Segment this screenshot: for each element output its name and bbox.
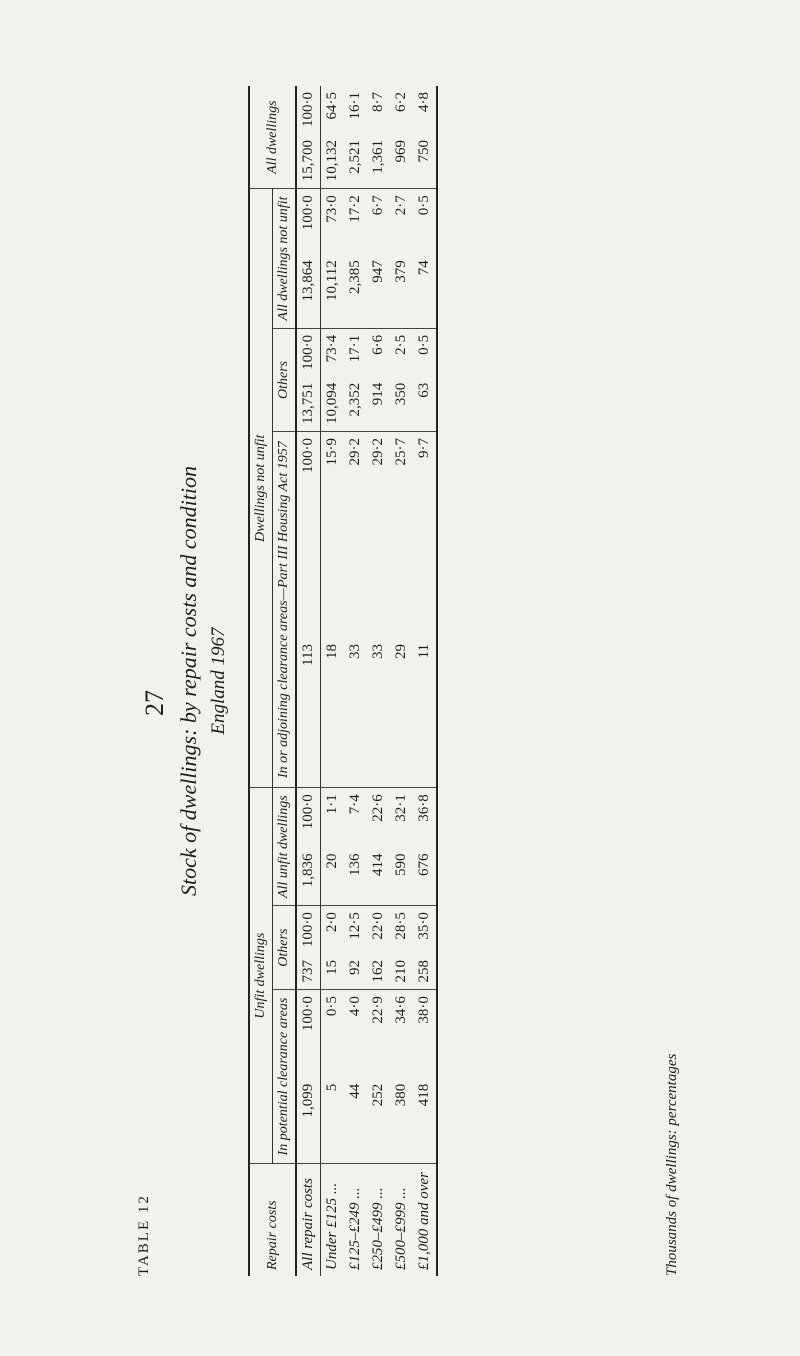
row-label: £500–£999 ... [393, 1187, 410, 1270]
cell: 162 [367, 954, 390, 990]
cell: 252 [367, 1078, 390, 1164]
col-header-unfit-all: All unfit dwellings [273, 788, 297, 906]
cell: 32·1 [393, 794, 410, 822]
cell: 1,361 [367, 134, 390, 189]
cell: 750 [413, 134, 437, 189]
cell: 676 [413, 847, 437, 905]
cell: 12·5 [347, 912, 364, 940]
table-subtitle: England 1967 [208, 627, 229, 735]
col-header-nu-others: Others [273, 328, 297, 431]
cell: 100·0 [296, 788, 321, 848]
cell: 35·0 [413, 906, 437, 954]
cell: 10,094 [321, 377, 345, 432]
cell: 28·5 [393, 912, 410, 940]
cell: 4·0 [347, 996, 364, 1017]
row-label: £250–£499 ... [370, 1187, 387, 1270]
col-header-all: All dwellings [250, 86, 296, 189]
cell: 15·9 [321, 431, 345, 638]
cell: 33 [367, 638, 390, 788]
cell: 947 [367, 254, 390, 328]
cell: 92 [344, 954, 367, 990]
cell: 29 [390, 638, 413, 788]
cell: 914 [367, 377, 390, 432]
cell: 11 [413, 638, 437, 788]
cell: 9·7 [413, 431, 437, 638]
cell: 74 [413, 254, 437, 328]
cell: 13,864 [296, 254, 321, 328]
cell: 2·7 [393, 195, 410, 216]
col-header-unfit-pca: In potential clearance areas [273, 990, 297, 1164]
cell: 17·2 [347, 195, 364, 223]
cell: 6·2 [393, 92, 410, 112]
col-header-unfit-others: Others [273, 906, 297, 990]
cell: 44 [344, 1078, 367, 1164]
cell: 1·1 [321, 788, 345, 848]
cell: 36·8 [413, 788, 437, 848]
cell: 2,385 [344, 254, 367, 328]
cell: 7·4 [347, 794, 364, 815]
group-header-not-unfit: Dwellings not unfit [250, 189, 273, 788]
cell: 969 [390, 134, 413, 189]
col-header-nu-all: All dwellings not unfit [273, 189, 297, 329]
cell: 379 [390, 254, 413, 328]
table-row [344, 86, 367, 1276]
cell: 737 [296, 954, 321, 990]
cell: 33 [344, 638, 367, 788]
cell: 1,836 [296, 847, 321, 905]
cell: 5 [321, 1078, 345, 1164]
cell: 350 [390, 377, 413, 432]
table-footnote: Thousands of dwellings: percentages [664, 1053, 680, 1276]
cell: 2,352 [344, 377, 367, 432]
cell: 590 [390, 847, 413, 905]
cell: 100·0 [296, 328, 321, 376]
cell: 113 [296, 638, 321, 788]
cell: 136 [344, 847, 367, 905]
cell: 6·7 [370, 195, 387, 216]
cell: 2·0 [321, 906, 345, 954]
cell: 29·2 [347, 437, 364, 466]
cell: 16·1 [347, 92, 364, 120]
cell: 22·9 [370, 996, 387, 1024]
cell: 25·7 [393, 437, 410, 466]
cell: 63 [413, 377, 437, 432]
cell: 20 [321, 847, 345, 905]
cell: 258 [413, 954, 437, 990]
row-label: Under £125 ... [321, 1164, 345, 1276]
row-label: £125–£249 ... [347, 1187, 364, 1270]
cell: 100·0 [296, 990, 321, 1078]
cell: 8·7 [370, 92, 387, 112]
cell: 73·0 [321, 189, 345, 255]
cell: 418 [413, 1078, 437, 1164]
cell: 100·0 [296, 431, 321, 638]
cell: 414 [367, 847, 390, 905]
cell: 100·0 [296, 906, 321, 954]
row-label: £1,000 and over [413, 1164, 437, 1276]
table-row [390, 86, 413, 1276]
cell: 29·2 [370, 437, 387, 466]
dwellings-table [248, 86, 438, 1276]
cell: 2,521 [344, 134, 367, 189]
cell: 38·0 [413, 990, 437, 1078]
cell: 6·6 [370, 334, 387, 355]
col-header-nu-clearance: In or adjoining clearance areas—Part III Housing Act 1957 [273, 431, 297, 787]
table-title: Stock of dwellings: by repair costs and condition [176, 466, 201, 896]
cell: 22·0 [370, 912, 387, 940]
cell: 15,700 [296, 134, 321, 189]
cell: 10,112 [321, 254, 345, 328]
row-header: Repair costs [250, 1164, 296, 1276]
group-header-unfit: Unfit dwellings [250, 788, 273, 1164]
cell: 22·6 [370, 794, 387, 822]
cell: 15 [321, 954, 345, 990]
cell: 2·5 [393, 334, 410, 355]
table-row [296, 86, 321, 1276]
cell: 0·5 [413, 328, 437, 376]
cell: 100·0 [296, 86, 321, 134]
row-label: All repair costs [296, 1164, 321, 1276]
cell: 0·5 [413, 189, 437, 255]
cell: 0·5 [321, 990, 345, 1078]
cell: 210 [390, 954, 413, 990]
cell: 34·6 [393, 996, 410, 1024]
rotated-table-sheet [130, 86, 690, 1276]
table-row [413, 86, 437, 1276]
table-row [321, 86, 345, 1276]
cell: 18 [321, 638, 345, 788]
cell: 17·1 [347, 334, 364, 363]
table-row [367, 86, 390, 1276]
cell: 100·0 [296, 189, 321, 255]
cell: 4·8 [413, 86, 437, 134]
cell: 73·4 [321, 328, 345, 376]
cell: 13,751 [296, 377, 321, 432]
cell: 64·5 [321, 86, 345, 134]
cell: 380 [390, 1078, 413, 1164]
cell: 1,099 [296, 1078, 321, 1164]
page-number: 27 [140, 690, 169, 716]
table-label: TABLE 12 [136, 1194, 152, 1276]
cell: 10,132 [321, 134, 345, 189]
